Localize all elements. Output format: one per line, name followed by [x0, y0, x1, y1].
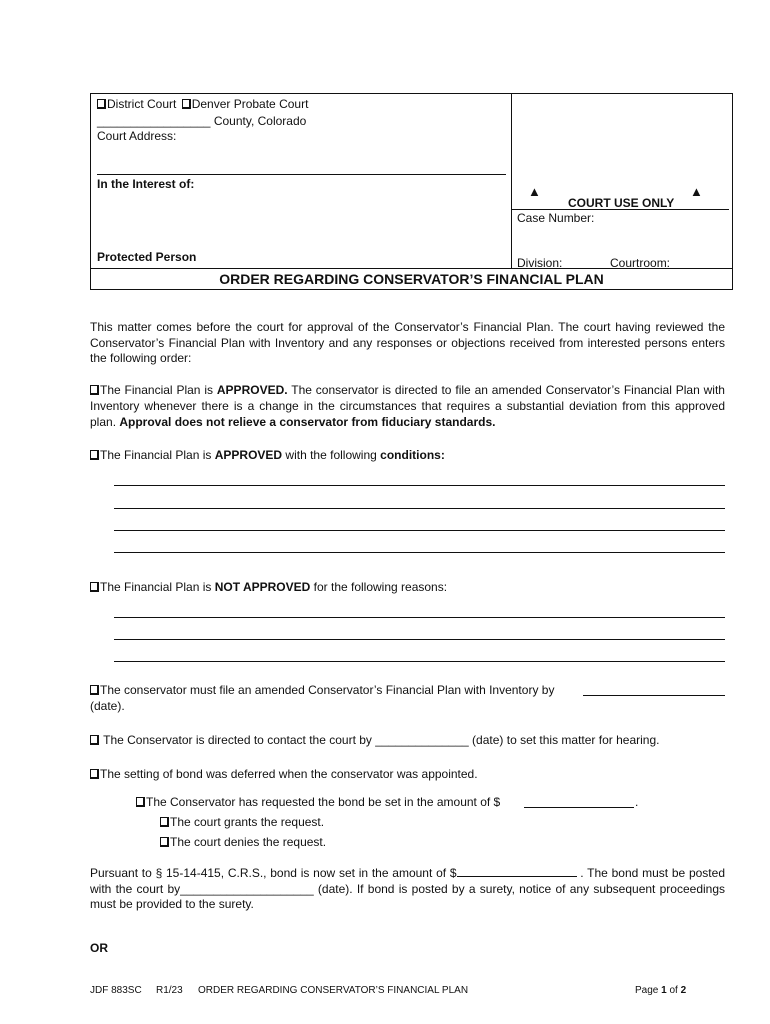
county-row	[97, 114, 306, 128]
court-address-line	[97, 174, 506, 175]
protected-person-label: Protected Person	[97, 250, 197, 264]
conditions-line[interactable]	[114, 552, 725, 553]
bond-requested-row: The Conservator has requested the bond be set in the amount of $	[136, 795, 500, 809]
footer-revision: R1/23	[156, 985, 183, 996]
court-use-only-label: COURT USE ONLY	[568, 196, 675, 210]
courtroom-label: Courtroom:	[610, 256, 671, 270]
conditions-line[interactable]	[114, 485, 725, 486]
in-interest-label: In the Interest of:	[97, 177, 195, 191]
conditions-line[interactable]	[114, 508, 725, 509]
or-label: OR	[90, 941, 108, 955]
triangle-up-icon: ▲	[528, 184, 541, 199]
option-not-approved: The Financial Plan is NOT APPROVED for the following reasons:	[90, 580, 447, 594]
reasons-line[interactable]	[114, 617, 725, 618]
bond-denies-row: The court denies the request.	[160, 835, 326, 849]
footer-form-id: JDF 883SC	[90, 985, 142, 996]
amended-plan-checkbox[interactable]	[90, 685, 99, 695]
amended-plan-date-label: (date).	[90, 699, 125, 713]
court-address-label: Court Address:	[97, 129, 177, 143]
case-number-label: Case Number:	[517, 211, 595, 225]
reasons-line[interactable]	[114, 661, 725, 662]
bond-deferred-checkbox[interactable]	[90, 769, 99, 779]
bond-requested-checkbox[interactable]	[136, 797, 145, 807]
court-use-line	[512, 209, 729, 210]
bond-deferred-row: The setting of bond was deferred when the conservator was appointed.	[90, 767, 478, 781]
bond-amount-line[interactable]	[524, 807, 634, 808]
contact-court-date-blank[interactable]: ______________	[375, 733, 469, 747]
bond-posted-date-blank[interactable]: ____________________	[180, 881, 314, 896]
district-court-checkbox[interactable]	[97, 99, 106, 109]
bond-grants-checkbox[interactable]	[160, 817, 169, 827]
bond-grants-row: The court grants the request.	[160, 815, 324, 829]
conditions-checkbox[interactable]	[90, 450, 99, 460]
conditions-line[interactable]	[114, 530, 725, 531]
denver-probate-label: Denver Probate Court	[191, 97, 309, 111]
triangle-up-icon: ▲	[690, 184, 703, 199]
caption-divider	[511, 93, 512, 269]
division-label: Division:	[517, 256, 563, 270]
footer-page-number: Page 1 of 2	[635, 985, 687, 996]
amended-plan-row: The conservator must file an amended Conservator’s Financial Plan with Inventory by	[90, 683, 554, 697]
denver-probate-checkbox[interactable]	[182, 99, 191, 109]
district-court-label: District Court	[107, 97, 177, 111]
pursuant-paragraph: Pursuant to § 15-14-415, C.R.S., bond is now set in the amount of $ . The bond must be posted with the court by____________________ (date). If bond is posted by a surety, notice of any subsequent proceedings must be provided to the surety.	[90, 866, 726, 911]
county-label: County, Colorado	[213, 114, 307, 128]
intro-paragraph: This matter comes before the court for approval of the Conservator’s Financial Plan. The court having reviewed the Conservator’s Financial Plan with Inventory and any responses or objections received from interested persons enters the following order:	[90, 320, 725, 365]
option-approved: The Financial Plan is APPROVED. The conservator is directed to file an amended Conservator’s Financial Plan with Inventory whenever there is a change in the circumstances that requires a substantial deviation from this approved plan. Approval does not relieve a conservator from fiduciary standards.	[90, 383, 725, 429]
reasons-line[interactable]	[114, 639, 725, 640]
contact-court-row: The Conservator is directed to contact the court by ______________ (date) to set this matter for hearing.	[90, 733, 659, 747]
bond-denies-checkbox[interactable]	[160, 837, 169, 847]
bond-requested-period: .	[635, 795, 639, 809]
not-approved-checkbox[interactable]	[90, 582, 99, 592]
amended-plan-date-line[interactable]	[583, 695, 725, 696]
court-type-row	[97, 97, 308, 111]
document-title: ORDER REGARDING CONSERVATOR’S FINANCIAL PLAN	[90, 268, 733, 290]
option-conditions: The Financial Plan is APPROVED with the following conditions:	[90, 448, 445, 462]
footer-form-title: ORDER REGARDING CONSERVATOR’S FINANCIAL PLAN	[198, 985, 469, 996]
approved-checkbox[interactable]	[90, 385, 99, 395]
contact-court-checkbox[interactable]	[90, 735, 99, 745]
county-blank[interactable]: _________________	[97, 114, 211, 128]
bond-set-amount-line[interactable]	[457, 866, 577, 877]
